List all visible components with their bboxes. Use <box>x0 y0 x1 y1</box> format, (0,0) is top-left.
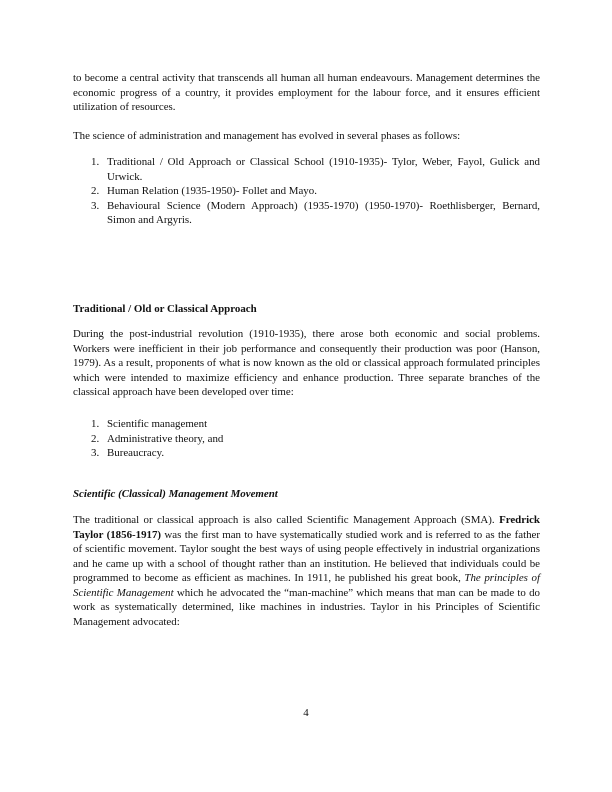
scientific-paragraph: The traditional or classical approach is also called Scientific Management Approach (SMA). Fredrick Taylor (1856-1917) was the first man to have systematically studied work and is referred to as the father of scientific movement. Taylor sought the best ways of using people effectively in industrial organizations and he came up with a school of thought rather than an institution. He believed that individuals could be programmed to become as efficient as machines. In 1911, he published his great book, The principles of Scientific Management which he advocated the “man-machine” which means that man can be made to do work as systematically determined, like machines in industries. Taylor in his Principles of Scientific Management advocated: <box>73 514 541 628</box>
phases-lead: The science of administration and management has evolved in several phases as follows: <box>73 130 461 142</box>
list-item: 3. Behavioural Science (Modern Approach) (1935-1970) (1950-1970)- Roethlisberger, Bernard, Simon and Argyris. <box>91 199 540 226</box>
classical-heading: Traditional / Old or Classical Approach <box>73 303 257 315</box>
branches-list <box>73 417 540 461</box>
list-item: 1. Scientific management <box>91 418 208 430</box>
classical-paragraph: During the post-industrial revolution (1910-1935), there arose both economic and social problems. Workers were inefficient in their job performance and consequently their production was poor (Hanson, 1979). As a result, proponents of what is now known as the old or classical approach formulated principles which were intended to maximize efficiency and enhance production. Three separate branches of the classical approach have been developed over time: <box>73 328 540 398</box>
intro-paragraph: to become a central activity that transcends all human all human endeavours. Management determines the economic progress of a country, it provides employment for the labour force, and it ensures efficient utilization of resources. <box>73 72 540 113</box>
taylor-name: Fredrick Taylor (1856-1917) <box>73 514 540 541</box>
list-item: 1. Traditional / Old Approach or Classical School (1910-1935)- Tylor, Weber, Fayol, Gulick and Urwick. <box>91 156 540 183</box>
scientific-heading: Scientific (Classical) Management Movement <box>73 488 278 500</box>
phases-list <box>73 155 540 228</box>
page-number: 4 <box>303 707 309 719</box>
list-item: 3. Bureaucracy. <box>91 447 165 459</box>
list-item: 2. Human Relation (1935-1950)- Follet and Mayo. <box>91 185 317 197</box>
list-item: 2. Administrative theory, and <box>91 432 224 445</box>
book-title: The principles of Scientific Management <box>73 572 540 599</box>
